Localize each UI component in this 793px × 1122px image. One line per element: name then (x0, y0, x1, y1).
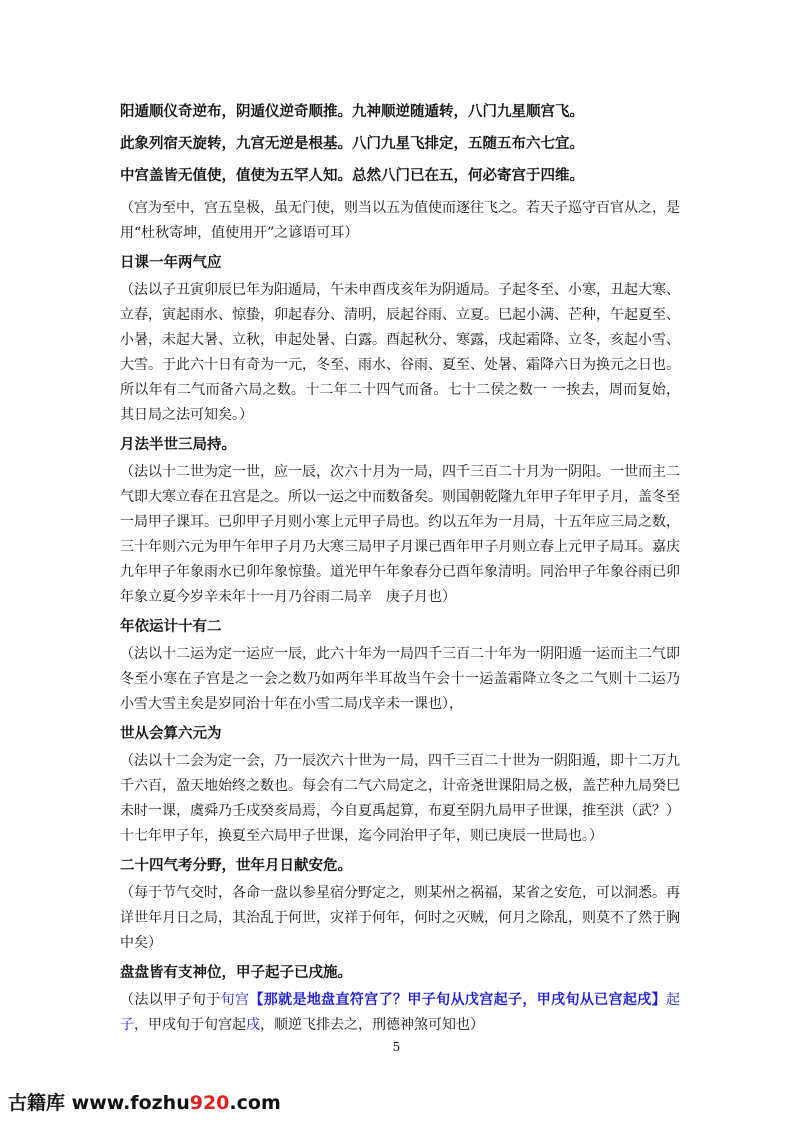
commentary-paragraph (120, 196, 680, 246)
text-line: 冬至小寒在子宫是之一会之数乃如两年半耳故当午会十一运盖霜降立冬之二气则十二运乃 (120, 671, 680, 687)
text-line: 十七年甲子年，换夏至六局甲子世课，迄今同治甲子年，则已庚辰一世局也。） (120, 828, 603, 844)
verse-line: 中宫盖皆无值使，值使为五罕人知。总然八门已在五，何必寄宫于四维。 (120, 168, 584, 184)
annotated-term: 旬宫 (220, 992, 250, 1008)
section-heading: 世从会算六元为 (120, 726, 222, 742)
text-line: 详世年月日之局，其治乱于何世，灾祥于何年，何时之灭贼，何月之除乱，则莫不了然于胸 (120, 910, 680, 926)
text-line: 未时一课，虞舜乃壬戌癸亥局焉，今自夏禹起算，布夏至阴九局甲子世课，推至洪（武？） (120, 803, 680, 819)
page-number: 5 (392, 1040, 401, 1054)
commentary-paragraph (120, 988, 680, 1038)
text-run: ，顺逆飞排去之，刑德神煞可知也） (260, 1017, 484, 1033)
section-heading: 盘盘皆有支神位，甲子起子已戌施。 (120, 965, 352, 981)
text-line: 一局甲子课耳。已卯甲子月则小寒上元甲子局也。约以五年为一月局，十五年应三局之数， (120, 514, 680, 530)
verse-line: 此象列宿天旋转，九宫无逆是根基。八门九星飞排定，五随五布六七宜。 (120, 136, 584, 152)
commentary-paragraph (120, 749, 680, 849)
text-line: 千六百，盈天地始终之数也。每会有二气六局定之，计帝尧世课阳局之极，盖芒种九局癸巳 (120, 778, 680, 794)
editor-annotation: 【那就是地盘直符宫了？甲子旬从戊宫起子，甲戌旬从已宫起戌】 (249, 992, 667, 1008)
site-url-number: 920 (189, 1092, 230, 1114)
site-url-suffix: .com (229, 1092, 281, 1114)
text-line: 中矣） (120, 935, 162, 951)
commentary-paragraph (120, 642, 680, 717)
page-content (120, 100, 680, 1044)
text-line: （每于节气交时，各命一盘以参星宿分野定之，则某州之祸福，某省之安危，可以洞悉。再 (120, 885, 680, 901)
text-line: 用“杜秋寄坤，值使用开”之谚语可耳） (120, 225, 359, 241)
text-line: 小暑，未起大暑、立秋，申起处暑、白露。酉起秋分、寒露，戌起霜降、立冬，亥起小雪、 (120, 332, 680, 348)
text-line: 其日局之法可知矣。） (120, 407, 253, 423)
annotated-term: 子 (120, 1017, 134, 1033)
annotated-term: 戌 (246, 1017, 260, 1033)
site-name: 古籍库 (8, 1092, 66, 1114)
text-run: （法以甲子旬于 (120, 992, 221, 1008)
text-line (120, 988, 680, 1013)
commentary-paragraph (120, 278, 680, 428)
text-line: 三十年则六元为甲午年甲子月乃大寒三局甲子月课已酉年甲子月则立春上元甲子局耳。嘉庆 (120, 539, 680, 555)
text-line: （法以十二世为定一世，应一辰，次六十月为一局，四千三百二十月为一阴阳。一世而主二 (120, 464, 680, 480)
text-line: （法以十二运为定一运应一辰，此六十年为一局四千三百二十年为一阴阳遁一运而主二气即 (120, 646, 680, 662)
commentary-paragraph (120, 881, 680, 956)
text-line: （宫为至中，宫五皇极，虽无门使，则当以五为值使而逐往飞之。若天子巡守百官从之，是 (120, 200, 680, 216)
text-line: （法以十二会为定一会，乃一辰次六十世为一局，四千三百二十世为一阴阳遁，即十二万九 (120, 753, 680, 769)
verse-line: 阳遁顺仪奇逆布，阴遁仪逆奇顺推。九神顺逆随遁转，八门九星顺宫飞。 (120, 104, 584, 120)
section-heading: 日课一年两气应 (120, 255, 222, 271)
text-line: 立春，寅起雨水、惊蛰，卯起春分、清明，辰起谷雨、立夏。巳起小满、芒种，午起夏至、 (120, 307, 680, 323)
text-line: 大雪。于此六十日有奇为一元，冬至、雨水、谷雨、夏至、处暑、霜降六日为换元之日也。 (120, 357, 680, 373)
commentary-paragraph (120, 460, 680, 610)
text-line: 所以年有二气而备六局之数。十二年二十四气而备。七十二侯之数一 一挨去，周而复始， (120, 382, 680, 398)
text-line (120, 1013, 680, 1038)
site-url-prefix: www.fozhu (71, 1092, 190, 1114)
text-line: 气即大寒立春在丑宫是之。所以一运之中而数备矣。则国朝乾隆九年甲子年甲子月，盖冬至 (120, 489, 680, 505)
site-watermark (8, 1088, 281, 1115)
text-line: （法以子丑寅卯辰巳年为阳遁局，午未申酉戌亥年为阴遁局。子起冬至、小寒，丑起大寒、 (120, 282, 680, 298)
text-line: 小雪大雪主矣是岁同治十年在小雪二局戊辛未一课也）， (120, 696, 463, 712)
section-heading: 年依运计十有二 (120, 619, 222, 635)
text-line: 年象立夏今岁辛未年十一月乃谷雨二局辛 庚子月也） (120, 589, 456, 605)
text-line: 九年甲子年象雨水已卯年象惊蛰。道光甲午年象春分已酉年象清明。同治甲子年象谷雨已卯 (120, 564, 680, 580)
section-heading: 月法半世三局持。 (120, 437, 236, 453)
section-heading: 二十四气考分野，世年月日献安危。 (120, 858, 352, 874)
text-run: ，甲戌旬于旬宫起 (134, 1017, 246, 1033)
annotated-term: 起 (666, 992, 681, 1008)
